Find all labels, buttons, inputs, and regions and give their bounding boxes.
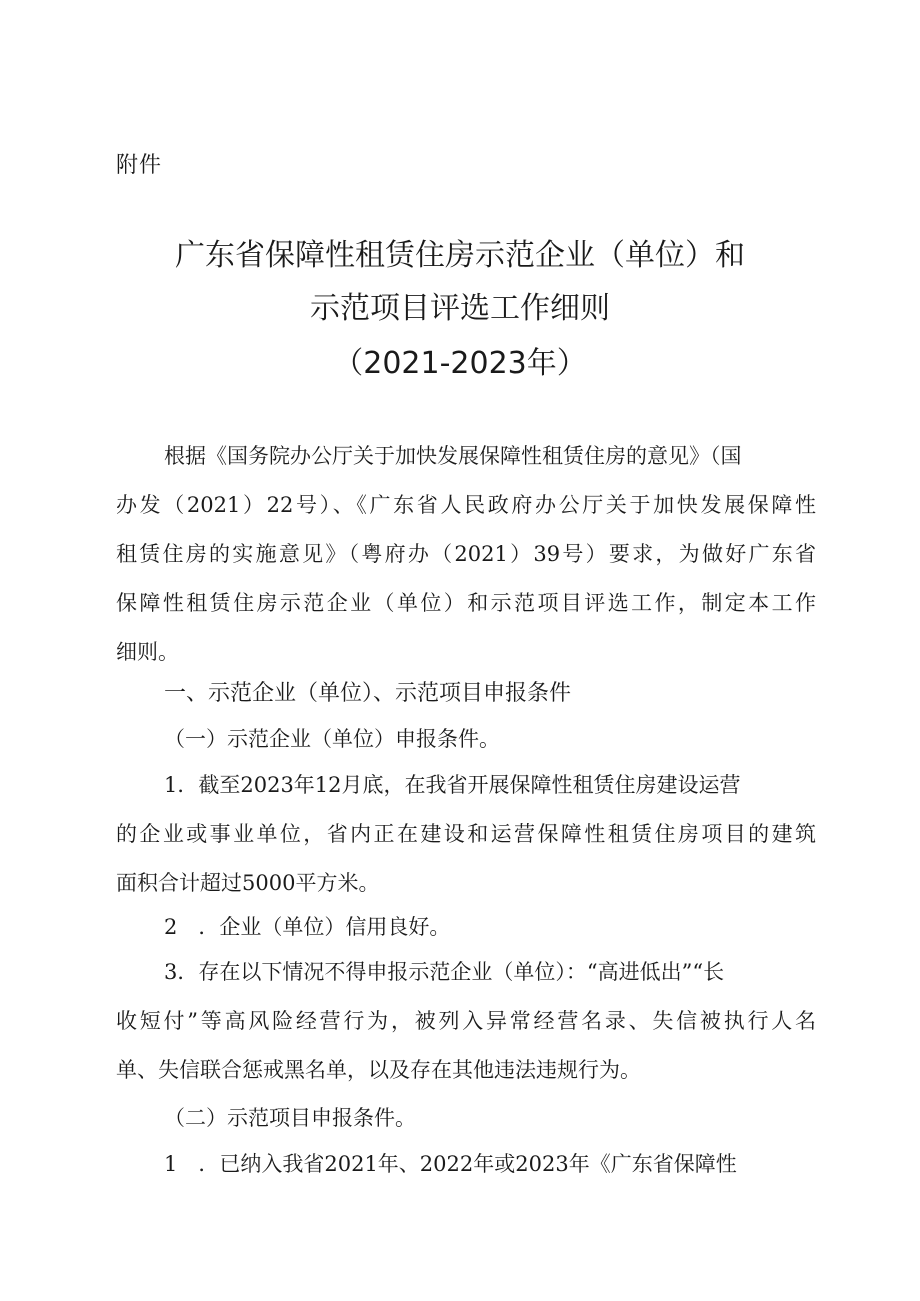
list-item-line: 1．截至2023年12月底，在我省开展保障性租赁住房建设运营 — [164, 773, 741, 797]
intro-paragraph-line: 细则。 — [116, 640, 179, 664]
intro-paragraph-line: 租赁住房的实施意见》（粤府办（2021）39号）要求，为做好广东省 — [116, 542, 816, 566]
subsection-heading: （一）示范企业（单位）申报条件。 — [164, 727, 500, 751]
list-item-line: 面积合计超过5000平方米。 — [116, 871, 380, 895]
list-item-line: 单、失信联合惩戒黑名单，以及存在其他违法违规行为。 — [116, 1058, 641, 1082]
list-item-line: 的企业或事业单位，省内正在建设和运营保障性租赁住房项目的建筑 — [116, 822, 816, 846]
list-item-line: 1 ．已纳入我省2021年、2022年或2023年《广东省保障性 — [164, 1152, 737, 1176]
section-heading: 一、示范企业（单位）、示范项目申报条件 — [164, 681, 572, 706]
intro-paragraph-line: 办发（2021）22号）、《广东省人民政府办公厅关于加快发展保障性 — [116, 493, 816, 517]
attachment-label: 附件 — [116, 153, 163, 178]
list-item: 2 ．企业（单位）信用良好。 — [164, 915, 451, 939]
intro-paragraph-line: 根据《国务院办公厅关于加快发展保障性租赁住房的意见》（国 — [164, 444, 742, 468]
intro-paragraph-line: 保障性租赁住房示范企业（单位）和示范项目评选工作，制定本工作 — [116, 591, 816, 615]
document-title-line-1: 广东省保障性租赁住房示范企业（单位）和 — [175, 238, 745, 273]
list-item-line: 收短付”等高风险经营行为，被列入异常经营名录、失信被执行人名 — [116, 1009, 816, 1033]
document-title-line-3: （2021-2023年） — [333, 346, 587, 381]
list-item-line: 3．存在以下情况不得申报示范企业（单位）：“高进低出”“长 — [164, 960, 725, 984]
document-title-line-2: 示范项目评选工作细则 — [310, 291, 610, 326]
subsection-heading: （二）示范项目申报条件。 — [164, 1106, 416, 1130]
